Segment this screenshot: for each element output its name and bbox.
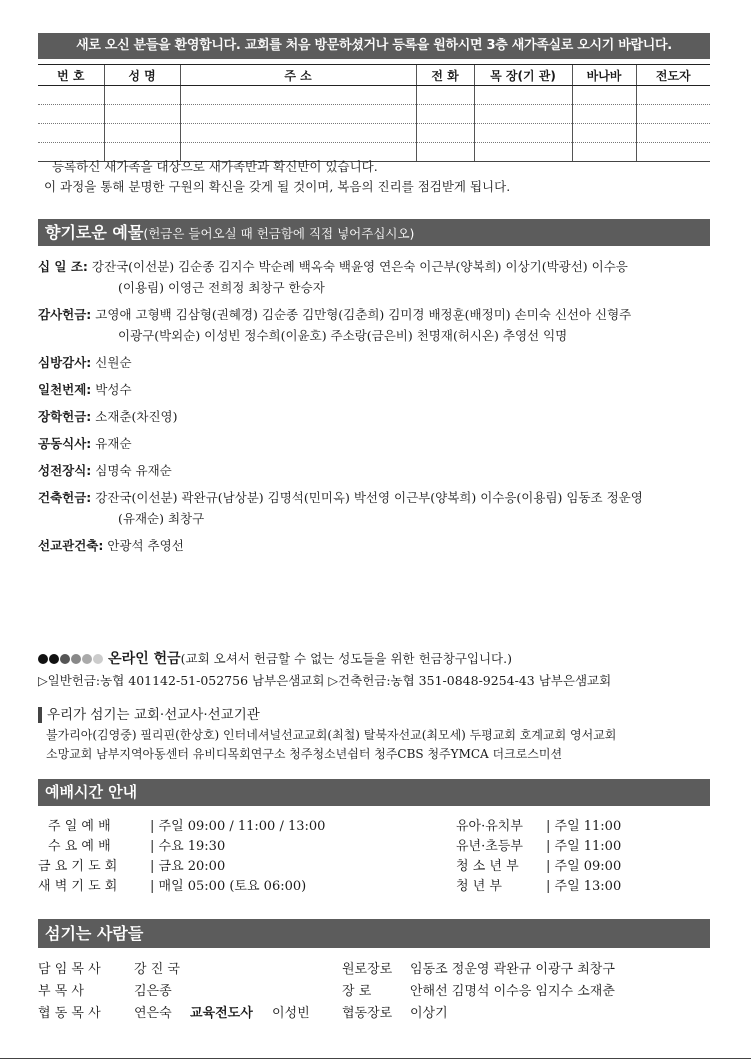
offerings-title: 향기로운 예물 — [45, 223, 144, 242]
staff-role: 교육전도사 — [190, 1006, 253, 1021]
staff-role: 협동장로 — [342, 1006, 393, 1021]
column-header: 바나바 — [572, 65, 636, 86]
table-row — [38, 124, 710, 143]
offering-visit — [38, 352, 710, 373]
staff-role: 담 임 목 사 — [38, 962, 101, 977]
worship-left-name: 금 요 기 도 회 — [38, 859, 118, 874]
welcome-banner: 새로 오신 분들을 환영합니다. 교회를 처음 방문하셨거나 등록을 원하시면 3층 새가족실로 오시기 바랍니다. — [38, 33, 710, 59]
missions-title: 우리가 섬기는 교회·선교사·선교기관 — [38, 707, 718, 723]
staff-name: 안해선 김명석 이수응 임지수 소재춘 — [410, 984, 615, 999]
worship-left-time: | 매일 05:00 (토요 06:00) — [150, 879, 307, 894]
newcomer-note-2: 이 과정을 통해 분명한 구원의 확신을 갖게 될 것이며, 복음의 진리를 점검받게 됩니다. — [44, 179, 511, 194]
newcomer-note-1: 등록하신 새가족을 대상으로 새가족반과 확신반이 있습니다. — [52, 159, 378, 174]
column-header: 목 장(기 관) — [474, 65, 572, 86]
offering-names: 신원순 — [95, 355, 132, 370]
column-header: 전도자 — [636, 65, 710, 86]
offering-thousand — [38, 379, 710, 400]
offering-label: 선교관건축: — [38, 538, 104, 553]
table-cell[interactable] — [416, 86, 474, 105]
offering-label: 장학헌금: — [38, 409, 92, 424]
dot-icon — [49, 654, 59, 664]
table-cell[interactable] — [180, 105, 416, 124]
offering-names: 심명숙 유재순 — [95, 463, 172, 478]
offering-label: 심방감사: — [38, 355, 92, 370]
offering-names: 강잔국(이선분) 김순종 김지수 박순례 백옥숙 백윤영 연은숙 이근부(양복희) 이상기(박광선) 이수응 — [91, 259, 628, 274]
offering-names: 고영애 고형백 김삼형(권혜경) 김순종 김만형(김춘희) 김미경 배정훈(배정미) 손미숙 신선아 신형주 — [95, 307, 632, 322]
offering-names-cont: (유재순) 최창구 — [118, 511, 205, 526]
worship-left-time: | 주일 09:00 / 11:00 / 13:00 — [150, 819, 326, 834]
table-cell[interactable] — [572, 143, 636, 162]
staff-header: 섬기는 사람들 — [38, 919, 710, 948]
table-row — [38, 86, 710, 105]
worship-right-time: | 주일 11:00 — [546, 839, 622, 854]
worship-right-name: 유아·유치부 — [456, 819, 523, 834]
worship-left-name: 주 일 예 배 — [48, 819, 111, 834]
table-cell[interactable] — [474, 86, 572, 105]
table-cell[interactable] — [474, 105, 572, 124]
table-cell[interactable] — [636, 143, 710, 162]
table-cell[interactable] — [104, 86, 180, 105]
staff-role: 협 동 목 사 — [38, 1006, 101, 1021]
offering-label: 감사헌금: — [38, 307, 92, 322]
offering-decoration — [38, 460, 710, 481]
offering-names: 소재춘(차진영) — [95, 409, 178, 424]
staff-role: 장 로 — [342, 984, 372, 999]
staff-name: 임동조 정운영 곽완규 이광구 최창구 — [410, 962, 615, 977]
missions-line-2: 소망교회 남부지역아동센터 유비디목회연구소 청주청소년쉼터 청주CBS 청주YMCA 더크로스미션 — [46, 747, 563, 761]
column-header: 번 호 — [38, 65, 104, 86]
table-cell[interactable] — [474, 143, 572, 162]
table-cell[interactable] — [38, 124, 104, 143]
worship-right-time: | 주일 11:00 — [546, 819, 622, 834]
worship-header: 예배시간 안내 — [38, 779, 710, 806]
offerings-subtitle: (헌금은 들어오실 때 헌금함에 직접 넣어주십시오) — [143, 226, 415, 241]
table-cell[interactable] — [104, 124, 180, 143]
table-cell[interactable] — [636, 86, 710, 105]
online-desc: (교회 오셔서 헌금할 수 없는 성도들을 위한 헌금창구입니다.) — [180, 651, 512, 666]
online-title: 온라인 헌금 — [108, 651, 181, 667]
missions-line-1: 불가리아(김영중) 필리핀(한상호) 인터네셔널선교교회(최철) 탈북자선교(최모세) 두평교회 호계교회 영서교회 — [46, 728, 617, 742]
worship-right-name: 유년·초등부 — [456, 839, 523, 854]
column-header: 성 명 — [104, 65, 180, 86]
staff-name: 강 진 국 — [134, 962, 180, 977]
column-header: 주 소 — [180, 65, 416, 86]
staff-name: 연은숙 — [134, 1006, 172, 1021]
table-cell[interactable] — [416, 124, 474, 143]
table-cell[interactable] — [636, 124, 710, 143]
staff-name: 김은종 — [134, 984, 172, 999]
table-cell[interactable] — [180, 124, 416, 143]
registration-table — [38, 64, 710, 162]
offering-names-cont: 이광구(박외순) 이성빈 정수희(이윤호) 주소랑(금은비) 천명재(허시온) 추영선 익명 — [118, 328, 568, 343]
table-cell[interactable] — [416, 143, 474, 162]
worship-left-time: | 수요 19:30 — [150, 839, 226, 854]
worship-left-time: | 금요 20:00 — [150, 859, 226, 874]
offering-thanks — [38, 304, 710, 346]
table-cell[interactable] — [38, 105, 104, 124]
staff-name: 이성빈 — [272, 1006, 310, 1021]
table-cell[interactable] — [572, 86, 636, 105]
table-cell[interactable] — [572, 124, 636, 143]
worship-right-name: 청 년 부 — [456, 879, 502, 894]
offering-label: 공동식사: — [38, 436, 92, 451]
online-offering — [38, 648, 718, 689]
offering-names: 안광석 추영선 — [107, 538, 184, 553]
offering-names: 강잔국(이선분) 곽완규(남상분) 김명석(민미옥) 박선영 이근부(양복희) 이수응(이용림) 임동조 정운영 — [95, 490, 643, 505]
offering-meal — [38, 433, 710, 454]
offering-label: 성전장식: — [38, 463, 92, 478]
worship-right-name: 청 소 년 부 — [456, 859, 519, 874]
offering-scholarship — [38, 406, 710, 427]
offering-names: 박성수 — [95, 382, 132, 397]
table-cell[interactable] — [38, 86, 104, 105]
column-header: 전 화 — [416, 65, 474, 86]
online-dots — [38, 652, 108, 667]
dot-icon — [60, 654, 70, 664]
missions-section — [38, 707, 718, 762]
staff-name: 이상기 — [410, 1006, 448, 1021]
table-cell[interactable] — [572, 105, 636, 124]
offering-label: 건축헌금: — [38, 490, 92, 505]
worship-right-time: | 주일 13:00 — [546, 879, 622, 894]
worship-right-time: | 주일 09:00 — [546, 859, 622, 874]
table-cell[interactable] — [416, 105, 474, 124]
dot-icon — [38, 654, 48, 664]
staff-role: 부 목 사 — [38, 984, 84, 999]
table-cell[interactable] — [104, 105, 180, 124]
table-cell[interactable] — [180, 86, 416, 105]
dot-icon — [71, 654, 81, 664]
bottom-divider — [0, 1058, 751, 1059]
offering-label: 일천번제: — [38, 382, 92, 397]
table-row — [38, 105, 710, 124]
worship-left-name: 수 요 예 배 — [48, 839, 111, 854]
offering-building — [38, 487, 710, 529]
dot-icon — [82, 654, 92, 664]
table-cell[interactable] — [474, 124, 572, 143]
dot-icon — [93, 654, 103, 664]
offering-list — [38, 256, 710, 556]
registration-header-row — [38, 65, 710, 86]
table-cell[interactable] — [636, 105, 710, 124]
offering-names: 유재순 — [95, 436, 132, 451]
offering-tithe — [38, 256, 710, 298]
online-accounts: ▷일반헌금:농협 401142-51-052756 남부은샘교회 ▷건축헌금:농협 351-0848-9254-43 남부은샘교회 — [38, 673, 612, 688]
offerings-header — [38, 219, 710, 246]
staff-role: 원로장로 — [342, 962, 393, 977]
offering-label: 십 일 조: — [38, 259, 88, 274]
offering-names-cont: (이용림) 이영근 전희정 최창구 한승자 — [118, 280, 325, 295]
offering-mission-house — [38, 535, 710, 556]
worship-left-name: 새 벽 기 도 회 — [38, 879, 118, 894]
